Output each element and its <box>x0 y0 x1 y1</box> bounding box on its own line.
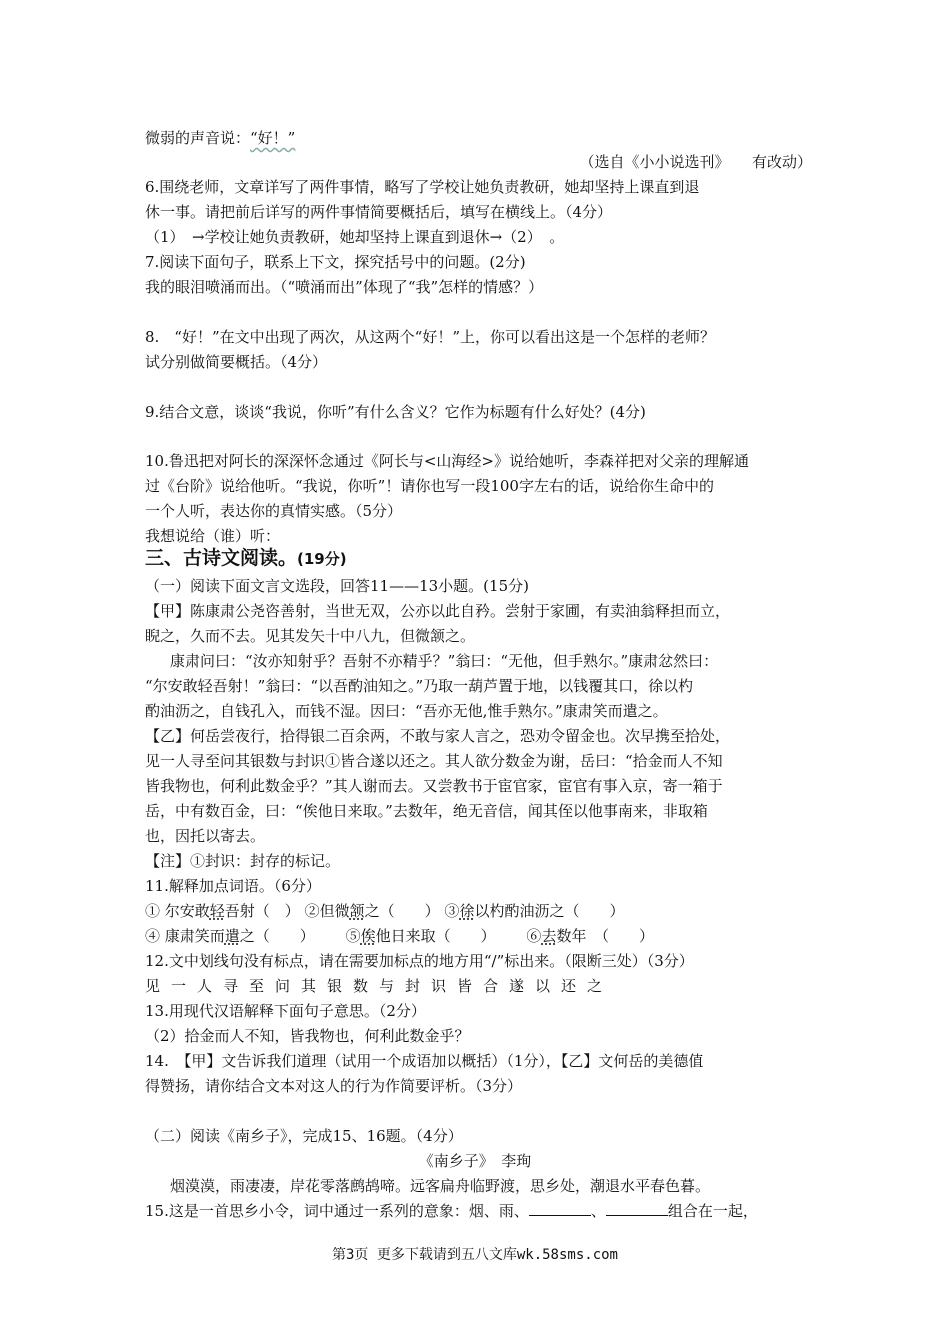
q14-line1: 14. 【甲】文告诉我们道理（试用一个成语加以概括）（1分），【乙】文何岳的美德值 <box>145 1052 704 1070</box>
dotted-word: 轻 <box>209 902 225 920</box>
annotation-note: 【注】①封识：封存的标记。 <box>145 852 341 870</box>
part2-intro: （二）阅读《南乡子》，完成15、16题。（4分） <box>145 1127 463 1145</box>
q9-line1: 9.结合文意，谈谈“我说，你听”有什么含义？它作为标题有什么好处？(4分) <box>145 403 646 421</box>
q13-line2: （2）拾金而人不知，皆我物也，何利此数金乎？ <box>145 1027 470 1045</box>
jia-line3: 康肃问曰：“汝亦知射乎？吾射不亦精乎？”翁曰：“无他，但手熟尔。”康肃忿然曰： <box>170 652 719 670</box>
q6-line2: 休一事。请把前后详写的两件事情简要概括后，填写在横线上。（4分） <box>145 203 613 221</box>
part1-intro: （一）阅读下面文言文选段，回答11——13小题。(15分) <box>145 577 529 595</box>
jia-line4: “尔安敢轻吾射！”翁曰：“以吾酌油知之。”乃取一葫芦置于地，以钱覆其口，徐以杓 <box>145 677 694 695</box>
yi-line2: 见一人寻至问其银数与封识①皆合遂以还之。其人欲分数金为谢，岳曰：“拾金而人不知 <box>145 752 723 770</box>
q14-line2: 得赞扬，请你结合文本对这人的行为作简要评析。（3分） <box>145 1077 523 1095</box>
yi-line3: 皆我物也，何利此数金乎？”其人谢而去。又尝教书于宦官家，宦官有事入京，寄一箱于 <box>145 777 723 795</box>
q11-title: 11.解释加点词语。（6分） <box>145 877 321 895</box>
q7-line2: 我的眼泪喷涌而出。（“喷涌而出”体现了“我”怎样的情感？） <box>145 278 544 296</box>
answer-blank[interactable] <box>606 1201 668 1216</box>
q12-sentence: 见一人寻至问其银数与封识皆合遂以还之 <box>145 977 614 995</box>
q8-line1: 8. “好！”在文中出现了两次，从这两个“好！”上，你可以看出这是一个怎样的老师？ <box>145 328 715 346</box>
q10-line3: 一个人听，表达你的真情实感。（5分） <box>145 502 403 520</box>
q6-line3: （1） →学校让她负责教研，她却坚持上课直到退休→（2） 。 <box>145 228 565 246</box>
dotted-word: 去 <box>541 927 557 945</box>
q13-line1: 13.用现代汉语解释下面句子意思。（2分） <box>145 1002 426 1020</box>
wavy-quote: “好！” <box>250 129 296 147</box>
section-3-heading: 三、古诗文阅读。(19分) <box>145 547 347 569</box>
q15-line1: 15.这是一首思乡小令，词中通过一系列的意象：烟、雨、 、 组合在一起， <box>145 1202 758 1220</box>
q8-line2: 试分别做简要概括。（4分） <box>145 353 328 371</box>
dotted-word: 俟 <box>360 927 376 945</box>
poem-text: 烟漠漠，雨凄凄，岸花零落鹧鸪啼。远客扁舟临野渡，思乡处，潮退水平春色暮。 <box>170 1177 711 1195</box>
yi-line5: 也，因托以寄去。 <box>145 827 266 845</box>
dotted-word: 遣 <box>224 927 240 945</box>
q7-line1: 7.阅读下面句子，联系上下文，探究括号中的问题。(2分) <box>145 253 526 271</box>
q10-line2: 过《台阶》说给他听。“我说，你听”！请你也写一段100字左右的话，说给你生命中的 <box>145 477 714 495</box>
q10-line1: 10.鲁迅把对阿长的深深怀念通过《阿长与<山海经>》说给她听，李森祥把对父亲的理解通 <box>145 452 749 470</box>
jia-line5: 酌油沥之，自钱孔入，而钱不湿。因曰：“吾亦无他,惟手熟尔。”康肃笑而遣之。 <box>145 702 668 720</box>
jia-line1: 【甲】陈康肃公尧咨善射，当世无双，公亦以此自矜。尝射于家圃，有卖油翁释担而立， <box>145 602 731 620</box>
source-citation: （选自《小小说选刊》 有改动） <box>579 153 812 171</box>
q6-line1: 6.围绕老师，文章详写了两件事情，略写了学校让她负责教研，她却坚持上课直到退 <box>145 178 700 196</box>
q11-row1: ① 尔安敢轻吾射（ ） ②但微颔之（ ） ③徐以杓酌油沥之（ ） <box>145 902 625 920</box>
top-line: 微弱的声音说：“好！” <box>145 129 296 147</box>
yi-line1: 【乙】何岳尝夜行，拾得银二百余两，不敢与家人言之，恐劝令留金也。次早携至拾处， <box>145 727 731 745</box>
q11-row2: ④ 康肃笑而遣之（ ） ⑤俟他日来取（ ） ⑥去数年 （ ） <box>145 927 654 945</box>
answer-blank[interactable] <box>529 1201 591 1216</box>
q10-line4: 我想说给（谁）听： <box>145 527 281 545</box>
page-footer: 第3页 更多下载请到五八文库wk.58sms.com <box>331 1247 618 1263</box>
dotted-word: 颔 <box>349 902 365 920</box>
dotted-word: 徐 <box>459 902 475 920</box>
q12-line1: 12.文中划线句没有标点，请在需要加标点的地方用“/”标出来。（限断三处）（3分） <box>145 952 694 970</box>
yi-line4: 岳，中有数百金，曰：“俟他日来取。”去数年，绝无音信，闻其侄以他事南来，非取箱 <box>145 802 708 820</box>
jia-line2: 睨之，久而不去。见其发矢十中八九，但微颔之。 <box>145 627 476 645</box>
poem-title: 《南乡子》 李珣 <box>418 1152 532 1170</box>
